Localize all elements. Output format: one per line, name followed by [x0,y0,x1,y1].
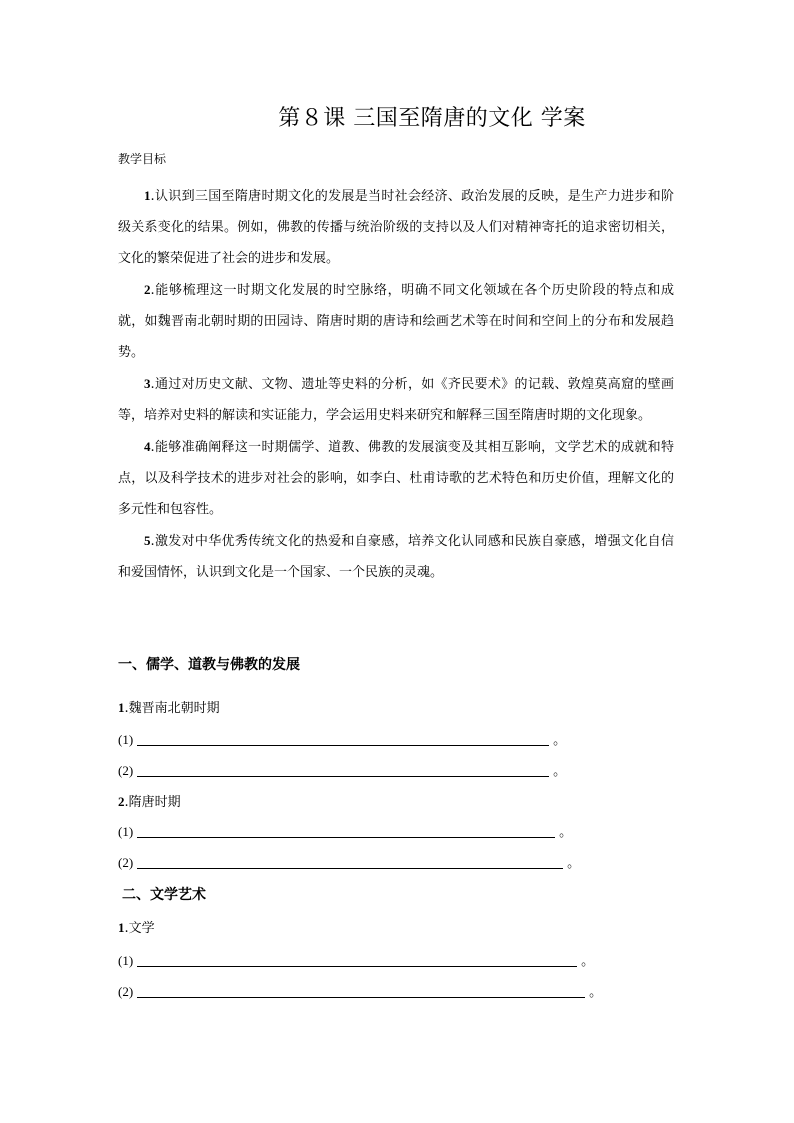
period-mark: 。 [589,985,603,1000]
subsection-heading [118,791,181,810]
objective-item [118,525,674,588]
blank-underline[interactable] [137,823,555,838]
fill-in-line[interactable] [118,982,602,1000]
blank-underline[interactable] [137,952,577,967]
subsection-number: 2 [118,794,125,809]
objective-text: .能够梳理这一时期文化发展的时空脉络，明确不同文化领域在各个历史阶段的特点和成就，如魏晋南北朝时期的田园诗、隋唐时期的唐诗和绘画艺术等在时间和空间上的分布和发展趋势。 [118,283,674,360]
item-marker: (2) [118,763,134,778]
subsection-label: .隋唐时期 [124,795,181,810]
objective-item [118,368,674,431]
period-mark: 。 [553,764,567,779]
blank-underline[interactable] [137,983,585,998]
subsection-label: .文学 [124,921,155,936]
period-mark: 。 [559,825,573,840]
objective-number: 4 [144,439,151,454]
objective-item [118,274,674,368]
objectives-label: 教学目标 [118,152,167,166]
item-marker: (2) [118,984,134,999]
objective-text: .认识到三国至隋唐时期文化的发展是当时社会经济、政治发展的反映，是生产力进步和阶级关系变化的结果。例如，佛教的传播与统治阶级的支持以及人们对精神寄托的追求密切相关，文化的繁荣促进了社会的进步和发展。 [118,189,674,266]
item-marker: (1) [118,824,134,839]
item-marker: (1) [118,953,134,968]
item-marker: (2) [118,855,134,870]
objective-number: 1 [144,188,151,203]
blank-underline[interactable] [137,731,549,746]
subsection-number: 1 [118,920,125,935]
objective-item [118,180,674,274]
period-mark: 。 [567,856,581,871]
objective-item [118,431,674,525]
objective-number: 2 [144,282,151,297]
fill-in-line[interactable] [118,853,580,871]
objective-number: 3 [144,376,151,391]
period-mark: 。 [553,733,567,748]
objective-text: .激发对中华优秀传统文化的热爱和自豪感，培养文化认同感和民族自豪感，增强文化自信和爱国情怀，认识到文化是一个国家、一个民族的灵魂。 [118,534,674,580]
fill-in-line[interactable] [118,730,566,748]
objective-text: .通过对历史文献、文物、遗址等史料的分析，如《齐民要术》的记载、敦煌莫高窟的壁画等，培养对史料的解读和实证能力，学会运用史料来研究和解释三国至隋唐时期的文化现象。 [118,377,674,423]
objectives-list [118,180,674,588]
objective-text: .能够准确阐释这一时期儒学、道教、佛教的发展演变及其相互影响，文学艺术的成就和特点，以及科学技术的进步对社会的影响，如李白、杜甫诗歌的艺术特色和历史价值，理解文化的多元性和包容性。 [118,440,674,517]
subsection-number: 1 [118,700,125,715]
page-title: 第８课 三国至隋唐的文化 学案 [278,106,586,131]
section-heading-confucianism: 一、儒学、道教与佛教的发展 [118,657,300,673]
fill-in-line[interactable] [118,761,566,779]
subsection-heading [118,697,220,716]
subsection-heading [118,917,155,936]
period-mark: 。 [581,954,595,969]
objective-number: 5 [144,533,151,548]
blank-underline[interactable] [137,854,563,869]
blank-underline[interactable] [137,762,549,777]
fill-in-line[interactable] [118,822,572,840]
section-heading-literature: 二、文学艺术 [122,887,206,903]
item-marker: (1) [118,732,134,747]
subsection-label: .魏晋南北朝时期 [124,701,220,716]
fill-in-line[interactable] [118,951,594,969]
